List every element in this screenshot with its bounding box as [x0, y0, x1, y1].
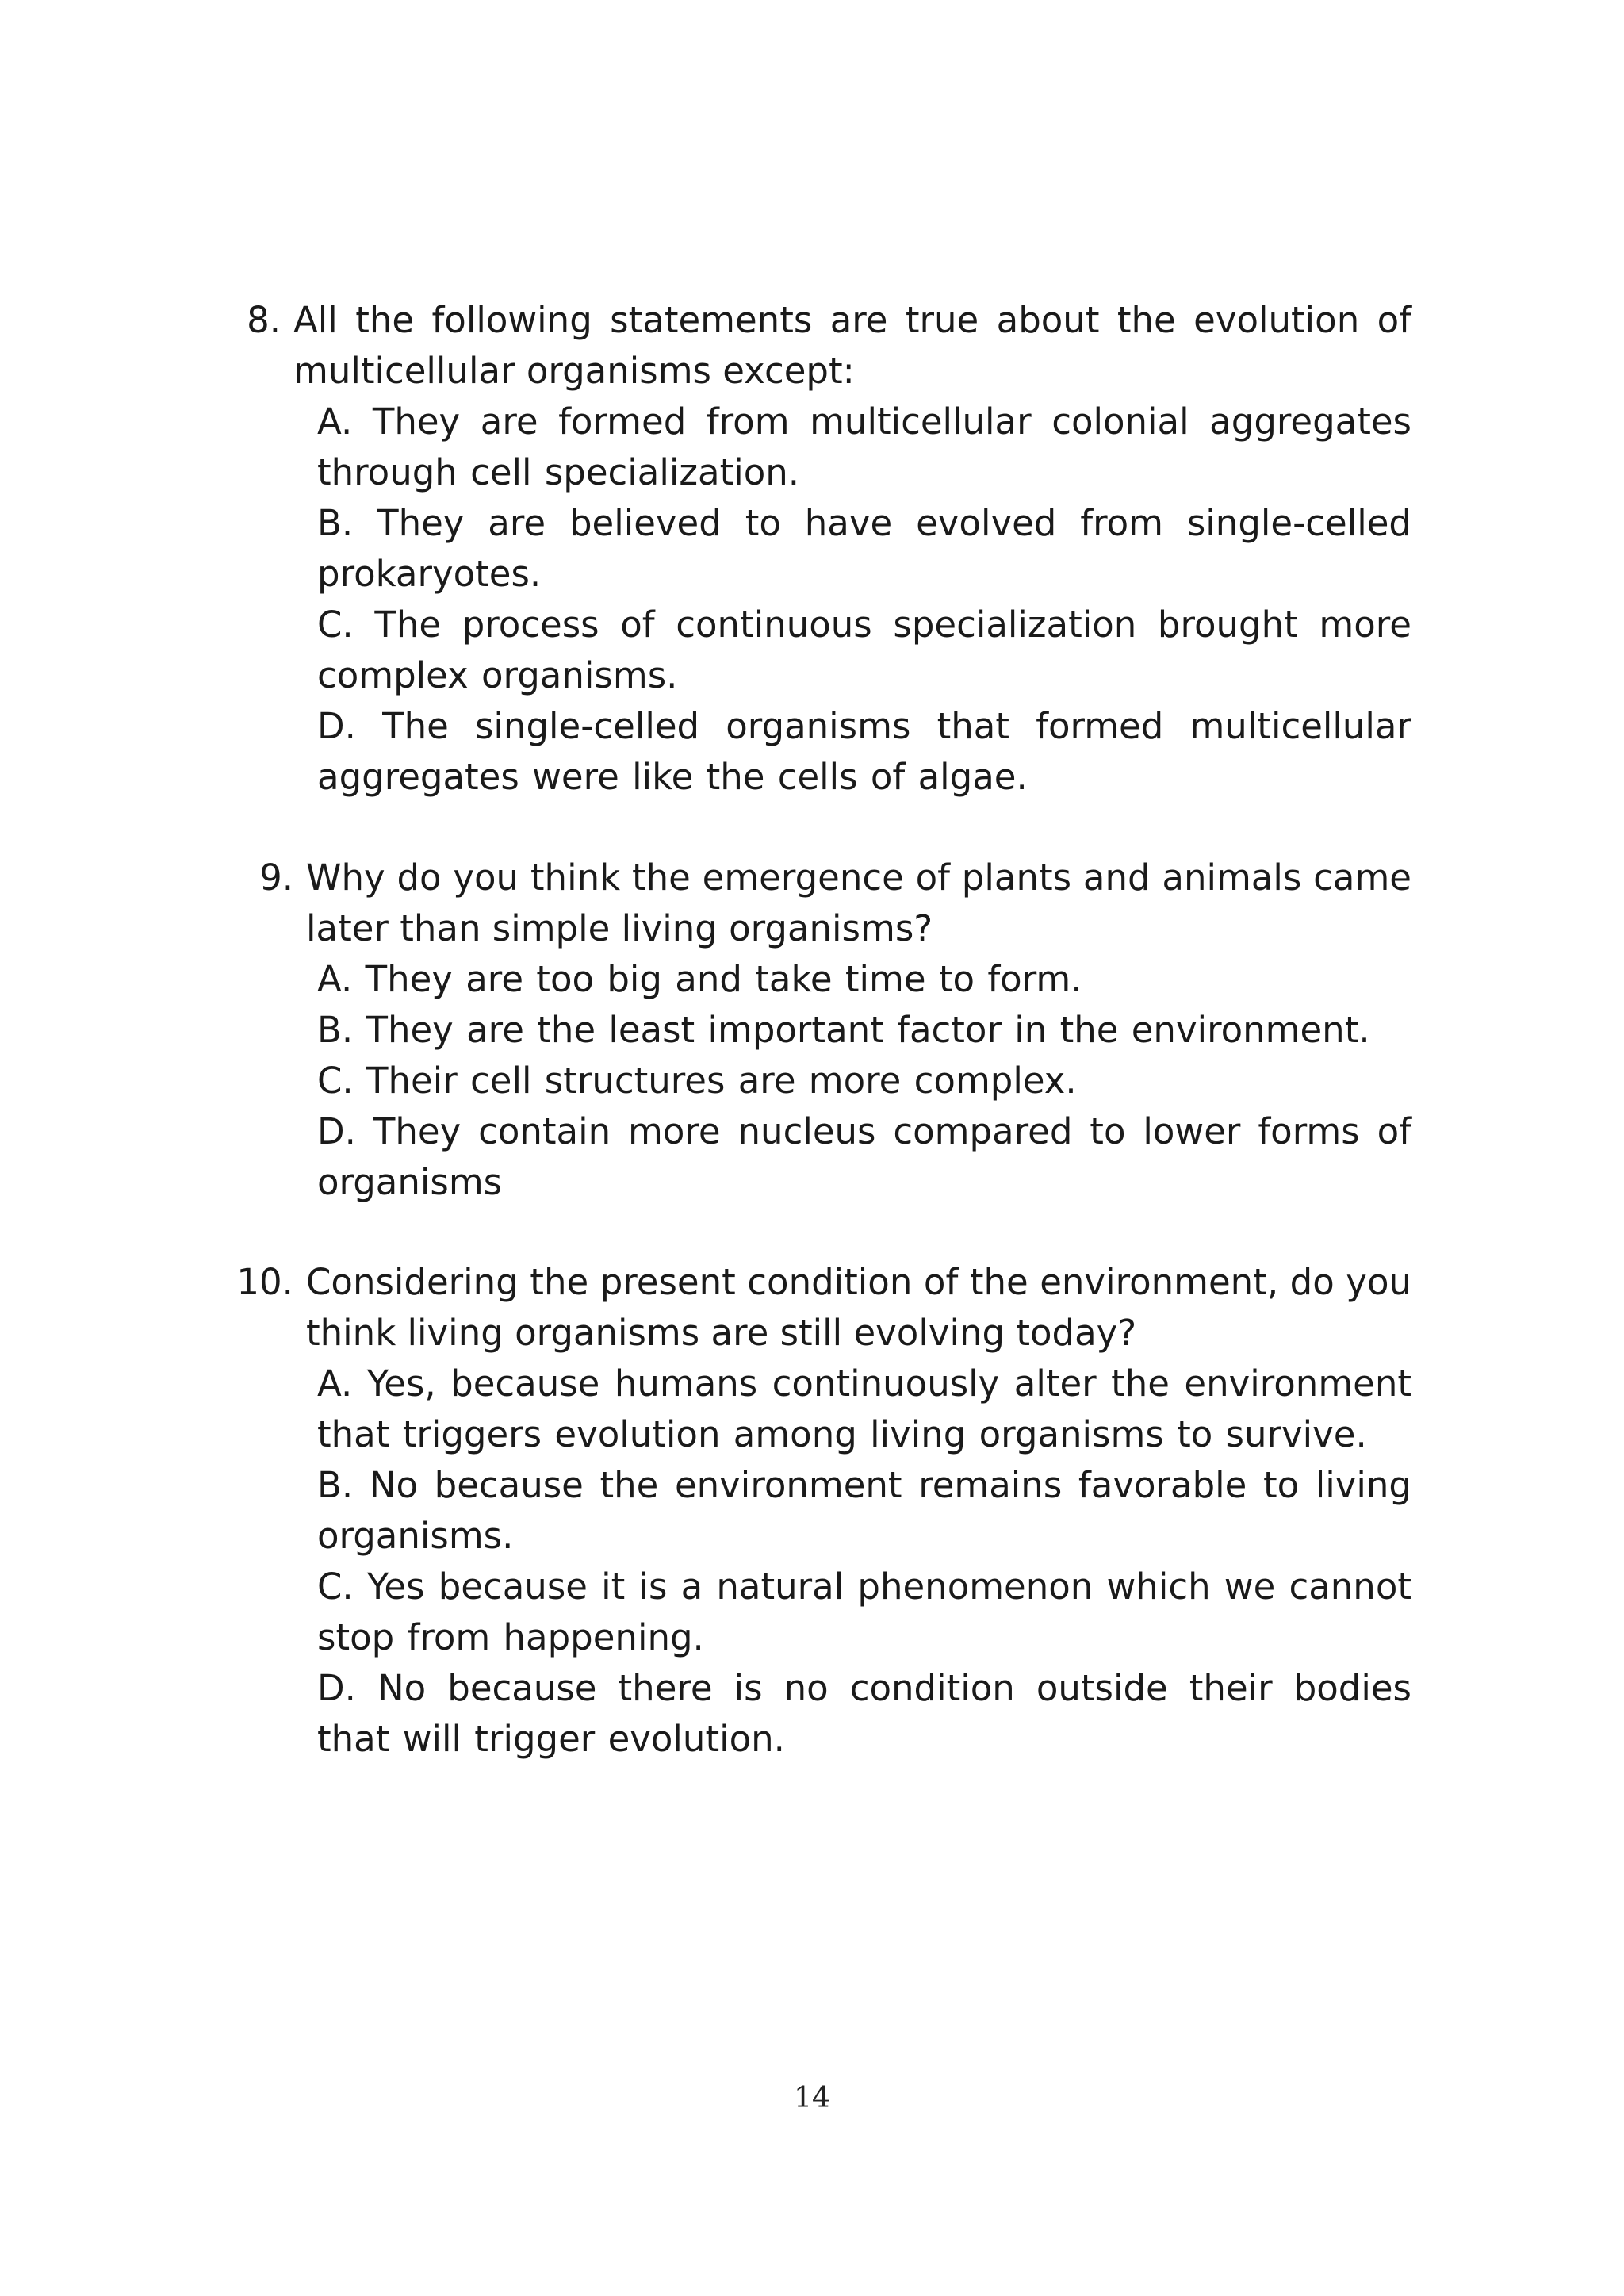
question-text: Why do you think the emergence of plants and animals came later than simple living organisms?: [306, 857, 1411, 949]
option-b: B. They are believed to have evolved from single-celled prokaryotes.: [317, 502, 1411, 595]
option-a: A. Yes, because humans continuously alter the environment that triggers evolution among living organisms to survive.: [317, 1363, 1411, 1455]
question-text: All the following statements are true about the evolution of multicellular organisms except:: [293, 299, 1411, 392]
answer-options: [317, 397, 1411, 803]
question-text: Considering the present condition of the environment, do you think living organisms are still evolving today?: [306, 1261, 1411, 1354]
question-stem: [222, 1257, 1411, 1359]
option-d: D. They contain more nucleus compared to lower forms of organisms: [317, 1110, 1411, 1203]
question-10: [222, 1257, 1411, 1765]
answer-options: [317, 954, 1411, 1208]
option-c: C. The process of continuous specialization brought more complex organisms.: [317, 604, 1411, 696]
option-c: C. Yes because it is a natural phenomenon which we cannot stop from happening.: [317, 1566, 1411, 1658]
option-a: A. They are too big and take time to form.: [317, 958, 1082, 1000]
question-9: [222, 853, 1411, 1208]
option-a: A. They are formed from multicellular colonial aggregates through cell specialization.: [317, 401, 1411, 493]
page-number: 14: [794, 2082, 830, 2114]
question-stem: [222, 853, 1411, 954]
option-d: D. No because there is no condition outside their bodies that will trigger evolution.: [317, 1667, 1411, 1760]
question-8: [222, 295, 1411, 803]
option-c: C. Their cell structures are more complex.: [317, 1060, 1077, 1102]
question-stem: [222, 295, 1411, 397]
question-number: 10.: [236, 1261, 293, 1303]
question-number: 9.: [259, 857, 293, 899]
option-d: D. The single-celled organisms that formed multicellular aggregates were like the cells of algae.: [317, 705, 1411, 798]
answer-options: [317, 1359, 1411, 1765]
question-number: 8.: [247, 299, 281, 341]
option-b: B. No because the environment remains favorable to living organisms.: [317, 1464, 1411, 1557]
option-b: B. They are the least important factor in the environment.: [317, 1009, 1370, 1051]
